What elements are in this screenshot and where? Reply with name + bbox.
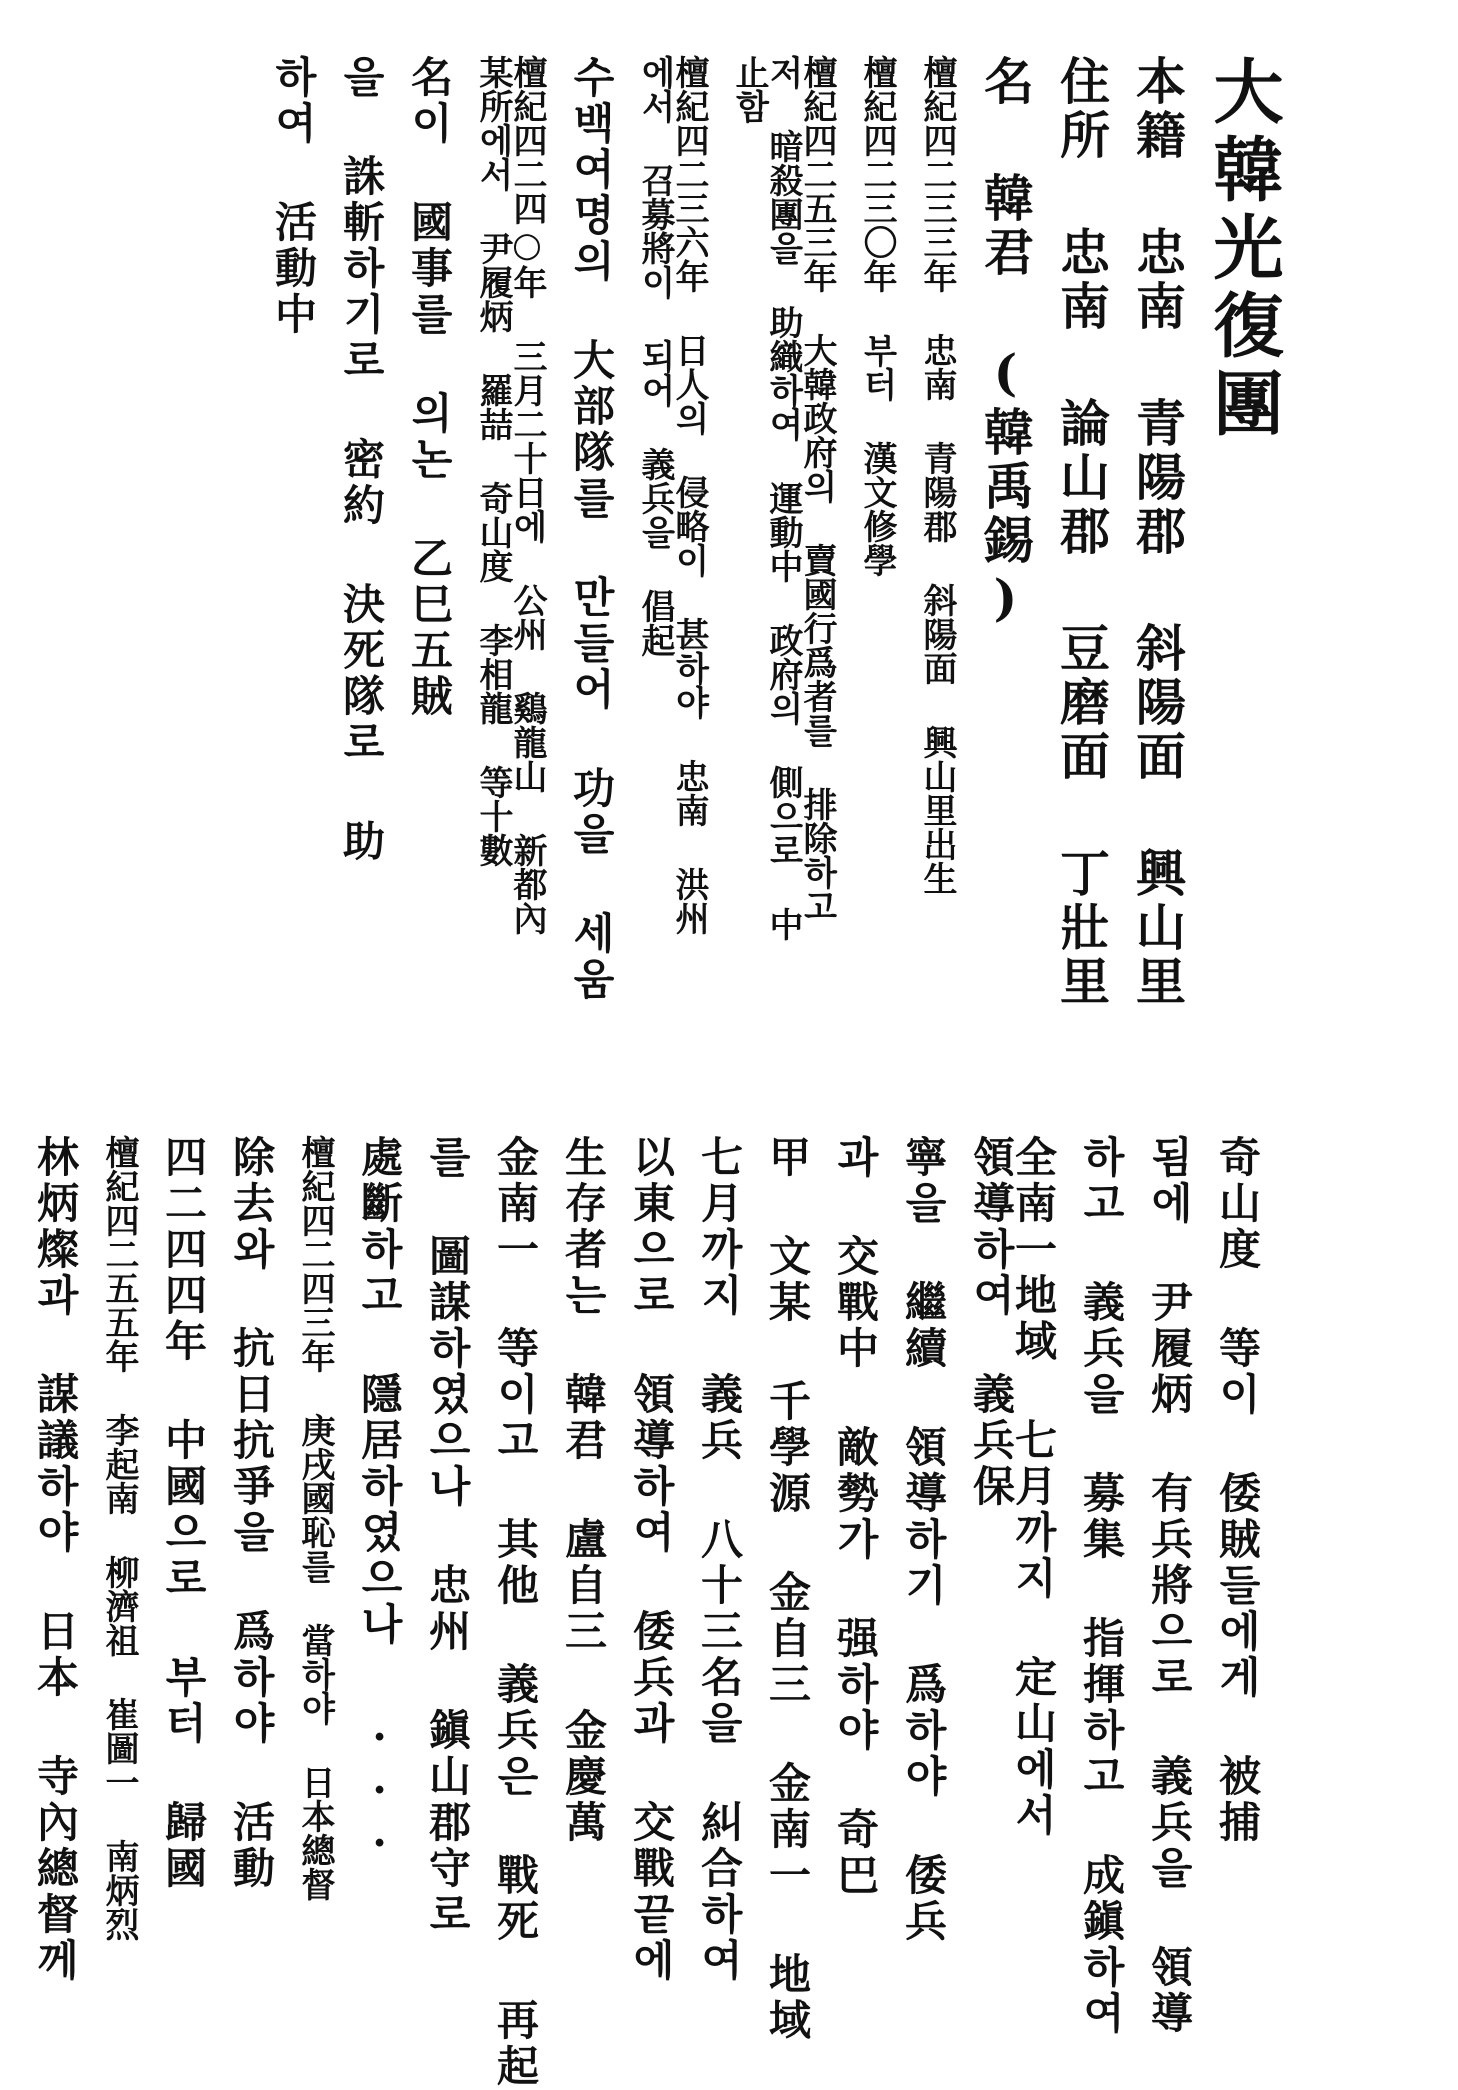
bottom-section — [8, 1135, 1262, 2090]
text-line: 하고 義兵을 募集 指揮하고 成鎭하여 — [1077, 1135, 1126, 2037]
text-line: 以東으로 領導하여 倭兵과 交戰끝에 — [627, 1135, 676, 1984]
text-line: 本籍 忠南 青陽郡 斜陽面 興山里 — [1128, 55, 1187, 1009]
text-line: 檀紀四二四○年 三月二十日에 公州 鷄龍山 新都內 某所에서 尹履炳 羅喆 奇山度 李相龍 等十數 — [473, 55, 547, 935]
text-line: 全南一地域 七月까지 定山에서 領導하여 義兵保 — [967, 1135, 1058, 1839]
text-line: 四二四四年 中國으로 부터 歸國 — [159, 1135, 208, 1892]
text-line: 를 圖謀하였으나 忠州 鎭山郡守로 — [423, 1135, 472, 1938]
text-line: 甲 文某 千學源 金自三 金南一 地域 — [763, 1135, 812, 2044]
top-section — [246, 55, 1285, 1009]
text-line: 檀紀四二三〇年 부터 漢文修學 — [857, 55, 897, 577]
document-title: 大韓光復團 — [1202, 55, 1285, 445]
text-line: 하여 活動中 — [269, 55, 318, 338]
text-line: 除去와 抗日抗爭을 爲하야 活動 — [227, 1135, 276, 1892]
text-line: 檀紀四二五五年 李起南 柳濟祖 崔圖一 南炳烈 — [99, 1135, 139, 1941]
text-line: 수백여명의 大部隊를 만들어 功을 세움 — [567, 55, 616, 1003]
text-line: 檀紀四二四三年 庚戌國恥를 當하야 日本總督 — [295, 1135, 335, 1901]
text-line: 金南一 等이고 其他 義兵은 戰死 再起 — [491, 1135, 540, 2090]
text-line: 과 交戰中 敵勢가 强하야 奇巴 — [831, 1135, 880, 1899]
text-line: 處斷하고 隱居하였으나 ... — [355, 1135, 404, 1860]
text-line: 林炳燦과 謀議하야 日本 寺內總督께 — [31, 1135, 80, 1984]
text-line: 을 誅斬하기로 密約 決死隊로 助 — [337, 55, 386, 865]
text-line: 名이 國事를 의논 乙巳五賊 — [405, 55, 454, 720]
text-line: 檀紀四二五三年 大韓政府의 賣國行爲者를 排除하고저 暗殺團을 助織하여 運動中 政府의 側으로 中止함 — [729, 55, 837, 941]
text-line: 檀紀四二三六年 日人의 侵略이 甚하야 忠南 洪州에서 召募將이 되어 義兵을 倡起 — [635, 55, 709, 935]
text-line: 住所 忠南 論山郡 豆磨面 丁壯里 — [1052, 55, 1111, 1009]
text-line: 生存者는 韓君 盧自三 金慶萬 — [559, 1135, 608, 1846]
text-line: 寧을 繼續 領導하기 爲하야 倭兵 — [899, 1135, 948, 1945]
text-line: 名 韓君 (韓禹錫) — [976, 55, 1035, 631]
text-line: 奇山度 等이 倭賊들에게 被捕 — [1213, 1135, 1262, 1846]
text-line: 됨에 尹履炳 有兵將으로 義兵을 領導 — [1145, 1135, 1194, 2037]
text-line: 檀紀四二三三年 忠南 青陽郡 斜陽面 興山里出生 — [917, 55, 957, 895]
text-line: 七月까지 義兵 八十三名을 糾合하여 — [695, 1135, 744, 1984]
